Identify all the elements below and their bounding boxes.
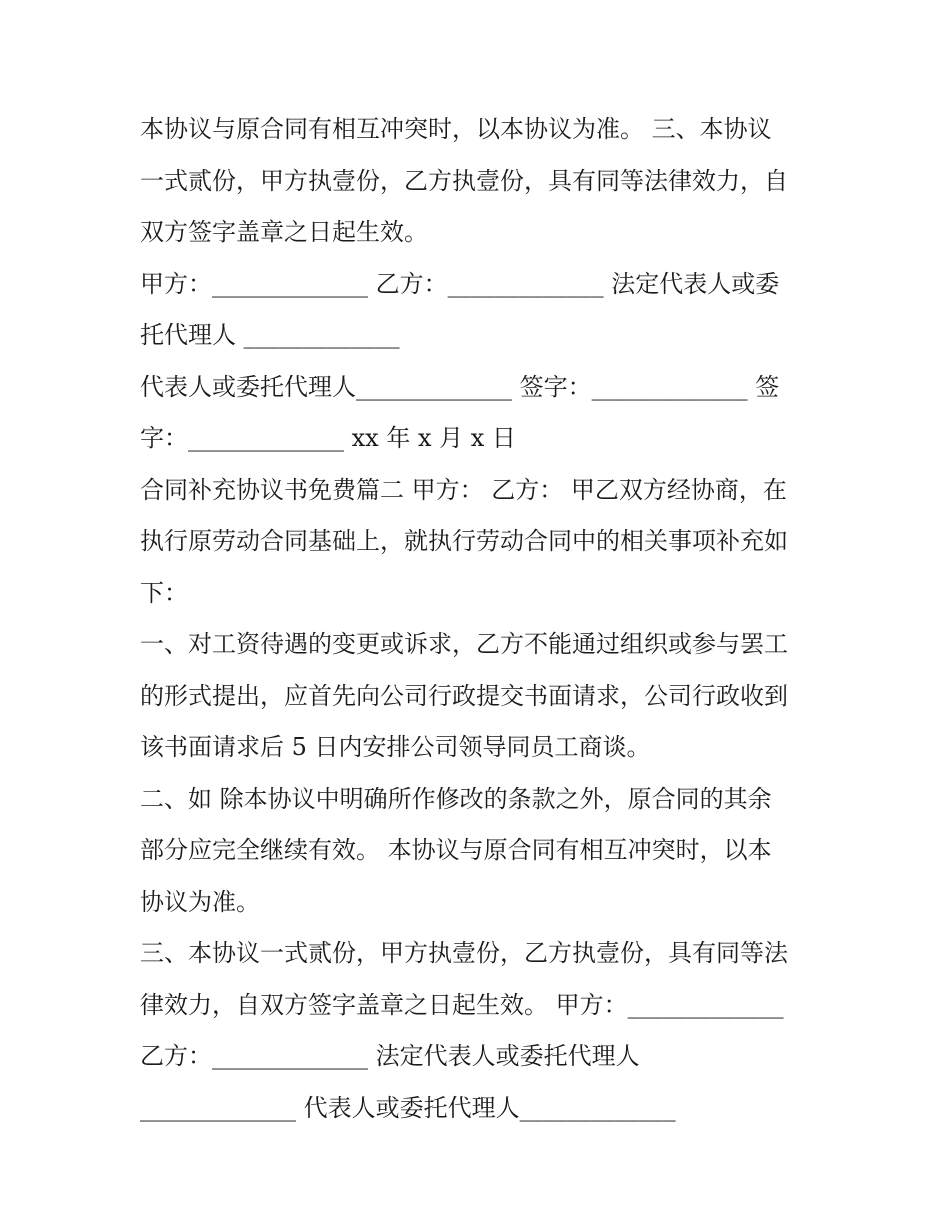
document-body (140, 104, 820, 1134)
text-line: 协议为准。 (140, 887, 260, 916)
text-line: 二、如 除本协议中明确所作修改的条款之外，原合同的其余 (140, 784, 772, 813)
text-line: 执行原劳动合同基础上，就执行劳动合同中的相关事项补充如 (140, 527, 788, 555)
text-line: 一式贰份，甲方执壹份，乙方执壹份，具有同等法律效力，自 (140, 166, 788, 195)
text-line: 甲方：_____________ 乙方：_____________ 法定代表人或委 (140, 269, 780, 298)
text-line: 三、本协议一式贰份，甲方执壹份，乙方执壹份，具有同等法 (140, 939, 788, 967)
text-line: 代表人或委托代理人_____________ 签字：_____________ 签 (140, 372, 780, 401)
text-line: 乙方：_____________ 法定代表人或委托代理人 (140, 1042, 640, 1070)
text-line: 该书面请求后 5 日内安排公司领导同员工商谈。 (140, 733, 651, 761)
text-line: _____________ 代表人或委托代理人_____________ (140, 1093, 676, 1122)
text-line: 本协议与原合同有相互冲突时，以本协议为准。 三、本协议 (140, 115, 772, 143)
text-line: 的形式提出，应首先向公司行政提交书面请求，公司行政收到 (140, 681, 788, 710)
text-line: 双方签字盖章之日起生效。 (140, 218, 428, 246)
text-line: 字：_____________ xx 年 x 月 x 日 (140, 424, 516, 452)
text-line: 下： (140, 578, 188, 607)
text-line: 律效力，自双方签字盖章之日起生效。 甲方：_____________ (140, 990, 784, 1019)
text-line: 部分应完全继续有效。 本协议与原合同有相互冲突时，以本 (140, 836, 772, 864)
text-line: 合同补充协议书免费篇二 甲方： 乙方： 甲乙双方经协商，在 (140, 475, 787, 504)
text-line: 一、对工资待遇的变更或诉求，乙方不能通过组织或参与罢工 (140, 630, 788, 658)
text-line: 托代理人 _____________ (140, 321, 400, 349)
